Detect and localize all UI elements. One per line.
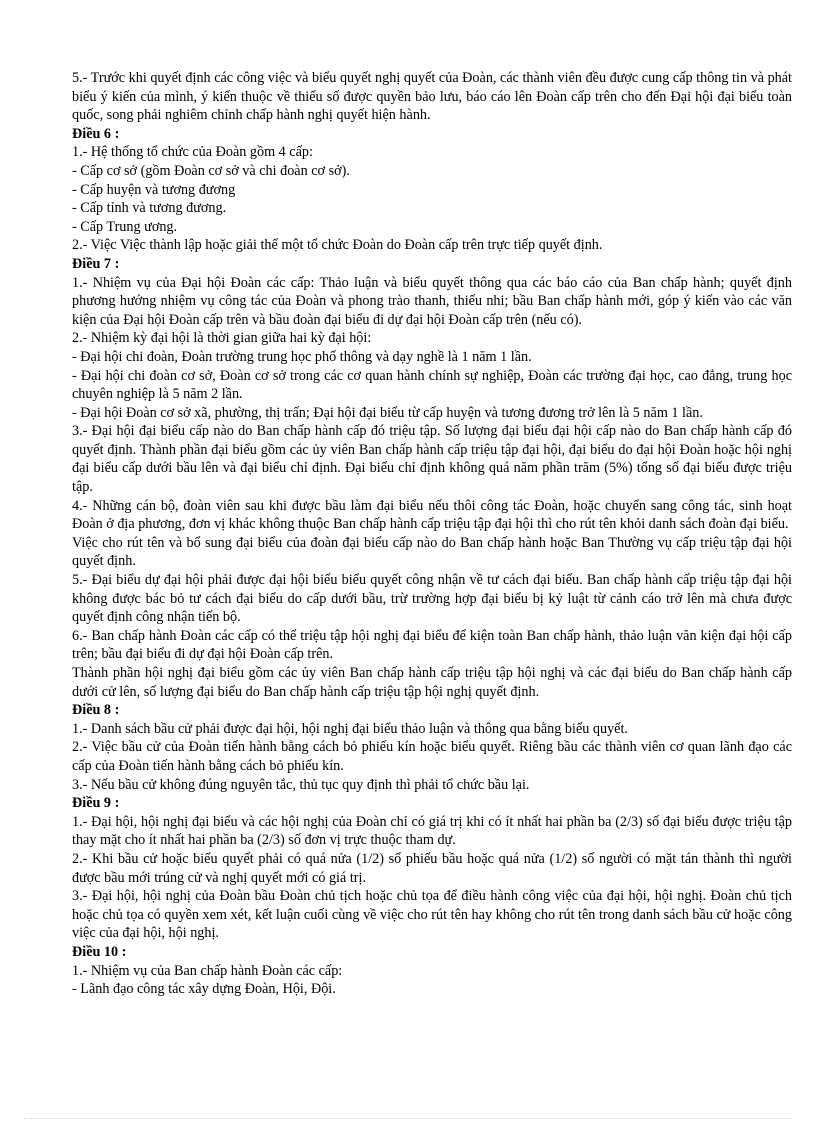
- paragraph: 2.- Khi bầu cử hoặc biểu quyết phải có quá nửa (1/2) số phiếu bầu hoặc quá nửa (1/2) số người có mặt tán thành thì người được bầu mới trúng cử và nghị quyết mới có giá trị.: [72, 850, 792, 886]
- paragraph: - Cấp Trung ương.: [72, 218, 178, 235]
- paragraph: 3.- Nếu bầu cử không đúng nguyên tắc, thủ tục quy định thì phải tổ chức bầu lại.: [72, 776, 530, 793]
- paragraph: 2.- Việc bầu cử của Đoàn tiến hành bằng cách bỏ phiếu kín hoặc biểu quyết. Riêng bầu các thành viên cơ quan lãnh đạo các cấp của Đoàn tiến hành bằng cách bỏ phiếu kín.: [72, 739, 792, 774]
- paragraph: 3.- Đại hội, hội nghị của Đoàn bầu Đoàn chủ tịch hoặc chủ tọa để điều hành công việc của đại hội, hội nghị. Đoàn chủ tịch hoặc chủ tọa có quyền xem xét, kết luận cuối cùng về việc cho rút tên hay không cho rút tên trong danh sách bầu cử hoặc công việc của đại hội, hội nghị.: [72, 888, 792, 942]
- paragraph: - Cấp huyện và tương đương: [72, 181, 236, 198]
- paragraph: Việc cho rút tên và bổ sung đại biểu của đoàn đại biểu cấp nào do Ban chấp hành hoặc Ban Thường vụ cấp triệu tập đại hội quyết định.: [72, 534, 792, 570]
- paragraph: - Lãnh đạo công tác xây dựng Đoàn, Hội, Đội.: [72, 981, 336, 998]
- article-heading: Điều 6 :: [72, 125, 120, 142]
- article-heading: Điều 8 :: [72, 702, 120, 719]
- article-heading: Điều 10 :: [72, 943, 127, 960]
- paragraph: Thành phần hội nghị đại biểu gồm các ủy viên Ban chấp hành cấp triệu tập hội nghị và các đại biểu do Ban chấp hành cấp dưới cử lên, số lượng đại biểu do Ban chấp hành cấp triệu tập hội nghị quyết định.: [72, 665, 792, 700]
- document-body: [72, 69, 792, 999]
- paragraph: 1.- Nhiệm vụ của Ban chấp hành Đoàn các cấp:: [72, 962, 343, 979]
- paragraph: - Cấp cơ sở (gồm Đoàn cơ sở và chi đoàn cơ sở).: [72, 162, 350, 179]
- paragraph: 1.- Nhiệm vụ của Đại hội Đoàn các cấp: Thảo luận và biểu quyết thông qua các báo cáo của Ban chấp hành; quyết định phương hướng nhiệm vụ công tác của Đoàn và phong trào thanh, thiếu nhi; bầu Ban chấp hành mới, góp ý kiến vào các văn kiện của Đại hội Đoàn cấp trên và bầu đoàn đại biểu đi dự đại hội Đoàn cấp trên (nếu có).: [72, 274, 792, 328]
- paragraph: 4.- Những cán bộ, đoàn viên sau khi được bầu làm đại biểu nếu thôi công tác Đoàn, hoặc chuyển sang công tác, sinh hoạt Đoàn ở địa phương, đơn vị khác không thuộc Ban chấp hành cấp triệu tập đại hội thì cho rút tên khỏi danh sách đoàn đại biểu.: [72, 497, 792, 533]
- paragraph: 1.- Hệ thống tổ chức của Đoàn gồm 4 cấp:: [72, 144, 313, 161]
- paragraph: 1.- Đại hội, hội nghị đại biểu và các hội nghị của Đoàn chỉ có giá trị khi có ít nhất hai phần ba (2/3) số đại biểu được triệu tập thay mặt cho ít nhất hai phần ba (2/3) số đơn vị trực thuộc tham dự.: [72, 813, 792, 849]
- paragraph: - Cấp tỉnh và tương đương.: [72, 200, 227, 217]
- paragraph: 6.- Ban chấp hành Đoàn các cấp có thể triệu tập hội nghị đại biểu để kiện toàn Ban chấp hành, thảo luận văn kiện đại hội cấp trên; bầu đại biểu đi dự đại hội Đoàn cấp trên.: [72, 627, 792, 663]
- paragraph: - Đại hội chi đoàn cơ sở, Đoàn cơ sở trong các cơ quan hành chính sự nghiệp, Đoàn các trường đại học, cao đẳng, trung học chuyên nghiệp là 5 năm 2 lần.: [72, 367, 792, 403]
- paragraph: 3.- Đại hội đại biểu cấp nào do Ban chấp hành cấp đó triệu tập. Số lượng đại biểu đại hội cấp nào do Ban chấp hành cấp đó quyết định. Thành phần đại biểu gồm các ủy viên Ban chấp hành cấp triệu tập đại hội, đại biểu do đại hội Đoàn hoặc hội nghị đại biểu cấp dưới bầu lên và đại biểu chỉ định. Đại biểu chỉ định không quá năm phần trăm (5%) tổng số đại biểu được triệu tập.: [72, 423, 792, 496]
- paragraph: - Đại hội chi đoàn, Đoàn trường trung học phổ thông và dạy nghề là 1 năm 1 lần.: [72, 348, 532, 365]
- paragraph: 1.- Danh sách bầu cử phải được đại hội, hội nghị đại biểu thảo luận và thông qua bằng biểu quyết.: [72, 720, 628, 737]
- paragraph: 5.- Trước khi quyết định các công việc và biểu quyết nghị quyết của Đoàn, các thành viên đều được cung cấp thông tin và phát biểu ý kiến của mình, ý kiến thuộc về thiểu số được quyền bảo lưu, báo cáo lên Đoàn cấp trên cho đến Đại hội đại biểu toàn quốc, song phải nghiêm chỉnh chấp hành nghị quyết hiện hành.: [72, 70, 792, 124]
- article-heading: Điều 7 :: [72, 255, 120, 272]
- paragraph: 5.- Đại biểu dự đại hội phải được đại hội biểu biểu quyết công nhận về tư cách đại biểu. Ban chấp hành cấp triệu tập đại hội không được bác bỏ tư cách đại biểu do cấp dưới bầu, trừ trường hợp đại biểu bị kỷ luật từ cảnh cáo trở lên mà chưa được quyết định công nhận tiến bộ.: [72, 572, 792, 626]
- paragraph: 2.- Nhiệm kỳ đại hội là thời gian giữa hai kỳ đại hội:: [72, 330, 372, 347]
- article-heading: Điều 9 :: [72, 795, 120, 812]
- paragraph: - Đại hội Đoàn cơ sở xã, phường, thị trấn; Đại hội đại biểu từ cấp huyện và tương đương trở lên là 5 năm 1 lần.: [72, 404, 703, 421]
- paragraph: 2.- Việc Việc thành lập hoặc giải thể một tổ chức Đoàn do Đoàn cấp trên trực tiếp quyết định.: [72, 237, 603, 254]
- page-bottom-divider: [24, 1118, 792, 1119]
